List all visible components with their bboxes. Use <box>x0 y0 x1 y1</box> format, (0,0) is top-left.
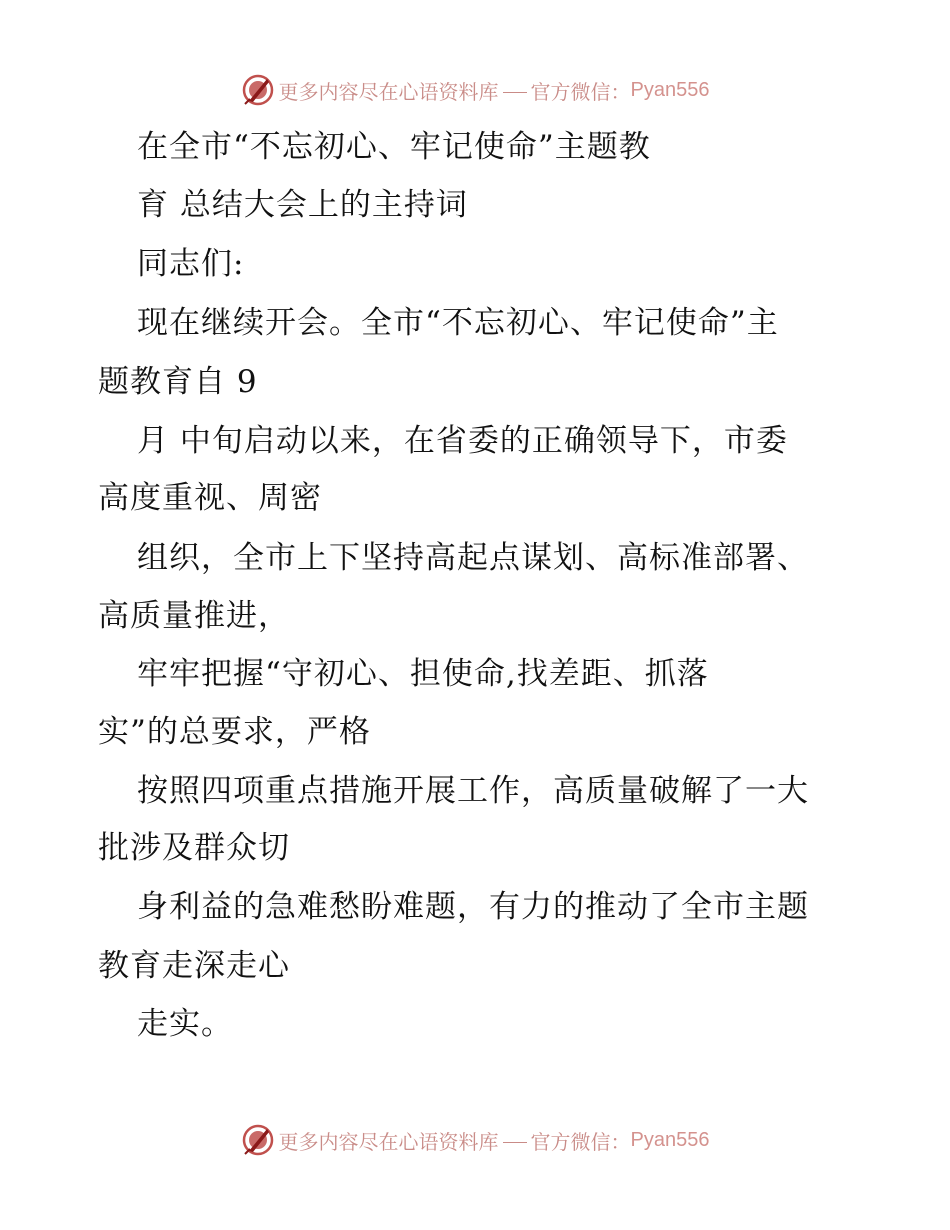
paragraph-line: 牢牢把握“守初心、担使命,找差距、抓落 <box>137 656 709 692</box>
banner-separator <box>503 92 527 93</box>
quill-logo-icon <box>241 73 275 107</box>
paragraph-line: 按照四项重点措施开展工作，高质量破解了一大 <box>137 773 809 809</box>
paragraph-line: 题教育自 9 <box>98 364 258 400</box>
banner-wechat-id: Pyan556 <box>630 78 710 101</box>
paragraph-line: 教育走深走心 <box>98 948 290 984</box>
banner-wechat-label: 官方微信： <box>530 1129 631 1154</box>
salutation: 同志们: <box>137 246 245 282</box>
paragraph-line: 批涉及群众切 <box>98 830 290 866</box>
banner-wechat-label: 官方微信： <box>530 79 631 104</box>
paragraph-line: 高质量推进， <box>98 598 290 634</box>
paragraph-line: 身利益的急难愁盼难题，有力的推动了全市主题 <box>137 889 809 925</box>
banner-separator <box>503 1142 527 1143</box>
quill-logo-icon <box>241 1123 275 1157</box>
paragraph-line: 高度重视、周密 <box>98 480 322 516</box>
paragraph-line: 实”的总要求，严格 <box>98 714 371 750</box>
paragraph-line: 组织，全市上下坚持高起点谋划、高标准部署、 <box>137 540 809 576</box>
paragraph-line: 月 中旬启动以来，在省委的正确领导下，市委 <box>137 423 788 459</box>
paragraph-line: 走实。 <box>137 1006 233 1042</box>
document-title-line-1: 在全市“不忘初心、牢记使命”主题教 <box>137 129 651 165</box>
banner-main-text: 更多内容尽在心语资料库 <box>278 79 499 104</box>
banner-main-text: 更多内容尽在心语资料库 <box>278 1129 499 1154</box>
paragraph-line: 现在继续开会。全市“不忘初心、牢记使命”主 <box>137 305 779 341</box>
header-watermark-banner <box>0 70 950 110</box>
document-title-line-2: 育 总结大会上的主持词 <box>137 187 468 223</box>
banner-wechat-id: Pyan556 <box>630 1128 710 1151</box>
footer-watermark-banner <box>0 1120 950 1160</box>
